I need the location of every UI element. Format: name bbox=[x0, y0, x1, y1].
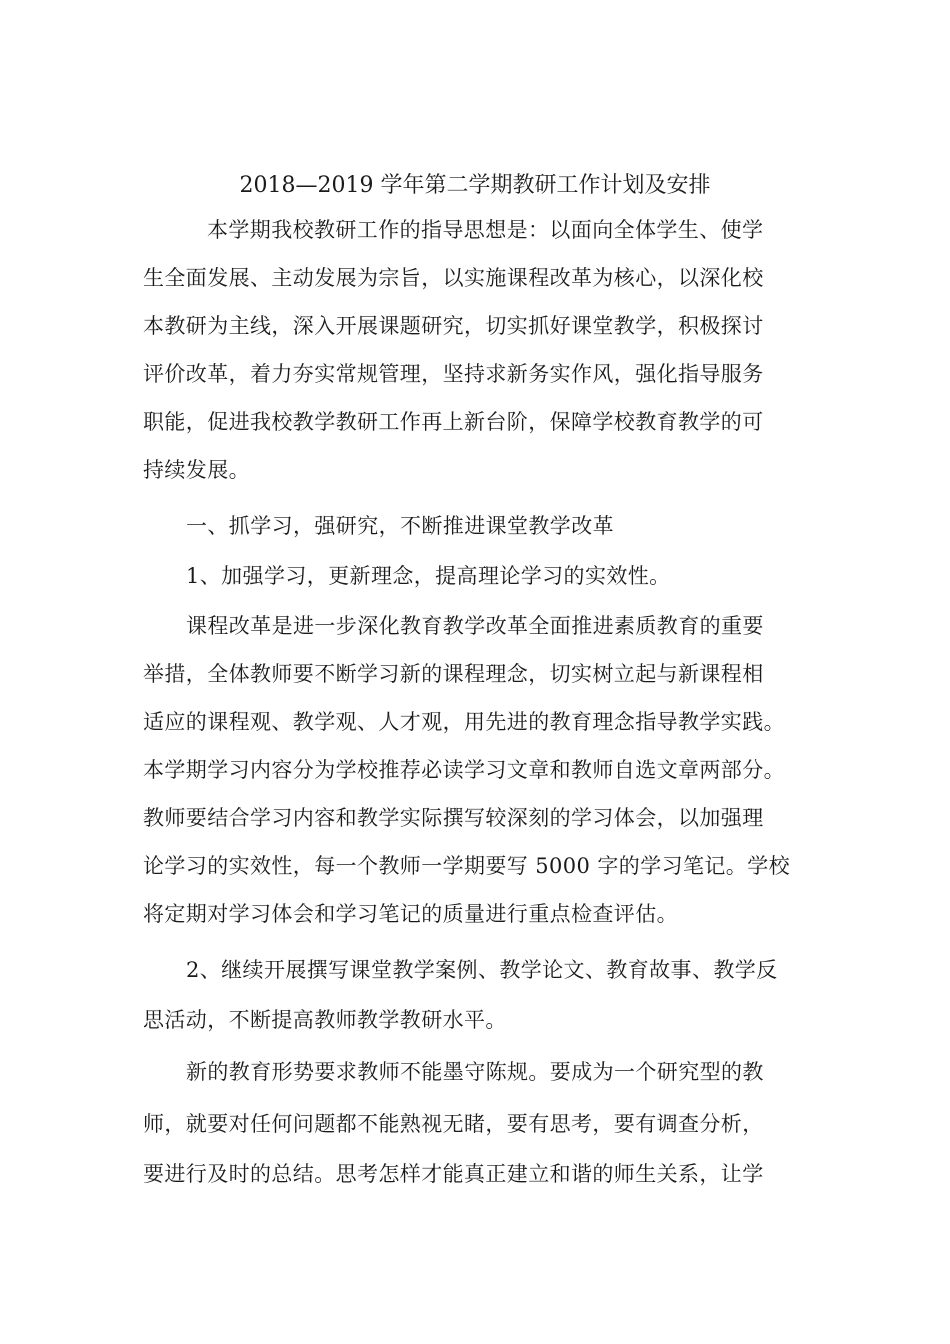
intro-line: 本教研为主线，深入开展课题研究，切实抓好课堂教学，积极探讨 bbox=[143, 314, 764, 338]
body-line: 将定期对学习体会和学习笔记的质量进行重点检查评估。 bbox=[143, 902, 678, 926]
body-line: 适应的课程观、教学观、人才观，用先进的教育理念指导教学实践。 bbox=[143, 710, 785, 734]
body-line: 论学习的实效性，每一个教师一学期要写 5000 字的学习笔记。学校 bbox=[143, 854, 790, 878]
intro-line: 本学期我校教研工作的指导思想是：以面向全体学生、使学 bbox=[207, 218, 764, 242]
intro-line: 评价改革，着力夯实常规管理，坚持求新务实作风，强化指导服务 bbox=[143, 362, 764, 386]
item-heading: 2、继续开展撰写课堂教学案例、教学论文、教育故事、教学反 bbox=[186, 958, 778, 982]
item-heading: 1、加强学习，更新理念，提高理论学习的实效性。 bbox=[186, 564, 671, 588]
intro-line: 生全面发展、主动发展为宗旨，以实施课程改革为核心，以深化校 bbox=[143, 266, 764, 290]
intro-line: 持续发展。 bbox=[143, 458, 250, 482]
body-line: 课程改革是进一步深化教育教学改革全面推进素质教育的重要 bbox=[186, 614, 764, 638]
body-line: 新的教育形势要求教师不能墨守陈规。要成为一个研究型的教 bbox=[186, 1060, 764, 1084]
body-line: 本学期学习内容分为学校推荐必读学习文章和教师自选文章两部分。 bbox=[143, 758, 785, 782]
item-heading-cont: 思活动，不断提高教师教学教研水平。 bbox=[143, 1008, 507, 1032]
body-line: 举措，全体教师要不断学习新的课程理念，切实树立起与新课程相 bbox=[143, 662, 764, 686]
section-heading: 一、抓学习，强研究，不断推进课堂教学改革 bbox=[186, 514, 614, 538]
document-title: 2018—2019 学年第二学期教研工作计划及安排 bbox=[239, 173, 711, 198]
body-line: 要进行及时的总结。思考怎样才能真正建立和谐的师生关系，让学 bbox=[143, 1162, 764, 1186]
body-line: 师，就要对任何问题都不能熟视无睹，要有思考，要有调查分析， bbox=[143, 1112, 764, 1136]
intro-line: 职能，促进我校教学教研工作再上新台阶，保障学校教育教学的可 bbox=[143, 410, 764, 434]
body-line: 教师要结合学习内容和教学实际撰写较深刻的学习体会，以加强理 bbox=[143, 806, 764, 830]
